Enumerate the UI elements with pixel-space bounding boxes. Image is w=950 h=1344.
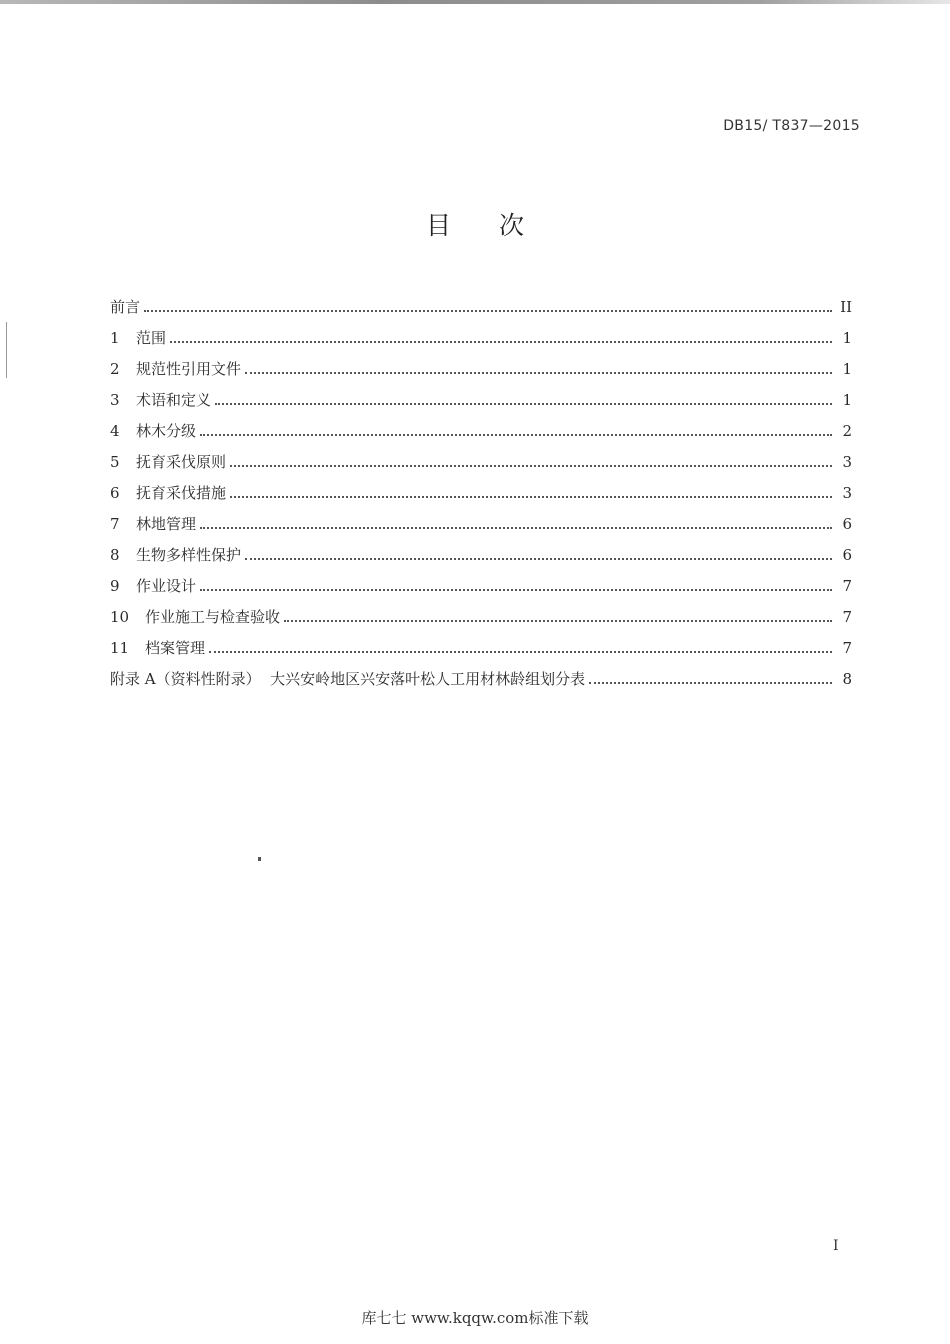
toc-leader-dots	[245, 558, 832, 560]
toc-entry-number: 6	[110, 484, 120, 502]
toc-entry-page: 7	[842, 577, 852, 595]
toc-entry-number: 8	[110, 546, 120, 564]
toc-entry-number: 7	[110, 515, 120, 533]
page-number: I	[833, 1238, 839, 1254]
toc-entry-number: 3	[110, 391, 120, 409]
toc-leader-dots	[200, 434, 832, 436]
toc-entry-page: 1	[842, 329, 852, 347]
toc-leader-dots	[200, 527, 832, 529]
toc-entry-label: 林木分级	[136, 422, 197, 440]
toc-entry-number: 1	[110, 329, 120, 347]
scan-top-edge	[0, 0, 950, 4]
toc-leader-dots	[589, 682, 832, 684]
toc-entry-label: 规范性引用文件	[136, 360, 242, 378]
toc-entry-label: 术语和定义	[136, 391, 212, 409]
toc-entry-label: 作业设计	[136, 577, 197, 595]
toc-entry-page: 1	[842, 391, 852, 409]
toc-leader-dots	[215, 403, 832, 405]
toc-entry-5[interactable]	[110, 441, 852, 472]
toc-entry-number: 11	[110, 639, 130, 657]
toc-entry-page: 6	[842, 515, 852, 533]
toc-leader-dots	[144, 310, 832, 312]
toc-entry-11[interactable]	[110, 627, 852, 658]
toc-leader-dots	[284, 620, 832, 622]
toc-entry-label: 附录 A（资料性附录） 大兴安岭地区兴安落叶松人工用材林龄组划分表	[110, 670, 586, 688]
toc-entry-10[interactable]	[110, 596, 852, 627]
document-code: DB15/ T837—2015	[723, 118, 860, 134]
scan-speck	[6, 322, 7, 378]
toc-entry-label: 林地管理	[136, 515, 197, 533]
toc-entry-4[interactable]	[110, 410, 852, 441]
toc-entry-page: 2	[842, 422, 852, 440]
toc-entry-8[interactable]	[110, 534, 852, 565]
toc-entry-page: II	[840, 298, 852, 316]
toc-entry-page: 7	[842, 639, 852, 657]
toc-entry-page: 7	[842, 608, 852, 626]
watermark-text: 库七七 www.kqqw.com标准下载	[361, 1309, 589, 1327]
table-of-contents	[110, 286, 852, 689]
toc-entry-page: 6	[842, 546, 852, 564]
scan-speck	[258, 857, 261, 861]
toc-entry-2[interactable]	[110, 348, 852, 379]
toc-entry-1[interactable]	[110, 317, 852, 348]
toc-entry-label: 范围	[136, 329, 167, 347]
page-title: 目次	[425, 211, 572, 240]
toc-leader-dots	[209, 651, 832, 653]
toc-entry-label: 生物多样性保护	[136, 546, 242, 564]
toc-entry-page: 1	[842, 360, 852, 378]
toc-entry-page: 8	[842, 670, 852, 688]
toc-entry-9[interactable]	[110, 565, 852, 596]
toc-leader-dots	[230, 465, 832, 467]
toc-entry-label: 档案管理	[145, 639, 206, 657]
toc-entry-preface[interactable]	[110, 286, 852, 317]
toc-entry-number: 9	[110, 577, 120, 595]
toc-leader-dots	[245, 372, 832, 374]
toc-leader-dots	[200, 589, 832, 591]
toc-entry-label: 抚育采伐原则	[136, 453, 227, 471]
toc-entry-7[interactable]	[110, 503, 852, 534]
toc-entry-6[interactable]	[110, 472, 852, 503]
toc-entry-page: 3	[842, 453, 852, 471]
toc-entry-label: 作业施工与检查验收	[145, 608, 281, 626]
toc-entry-number: 10	[110, 608, 130, 626]
toc-entry-3[interactable]	[110, 379, 852, 410]
toc-entry-appendix-a[interactable]	[110, 658, 852, 689]
toc-entry-number: 4	[110, 422, 120, 440]
toc-entry-number: 2	[110, 360, 120, 378]
toc-leader-dots	[230, 496, 832, 498]
toc-entry-page: 3	[842, 484, 852, 502]
toc-leader-dots	[170, 341, 832, 343]
toc-entry-label: 前言	[110, 298, 141, 316]
toc-entry-number: 5	[110, 453, 120, 471]
toc-entry-label: 抚育采伐措施	[136, 484, 227, 502]
